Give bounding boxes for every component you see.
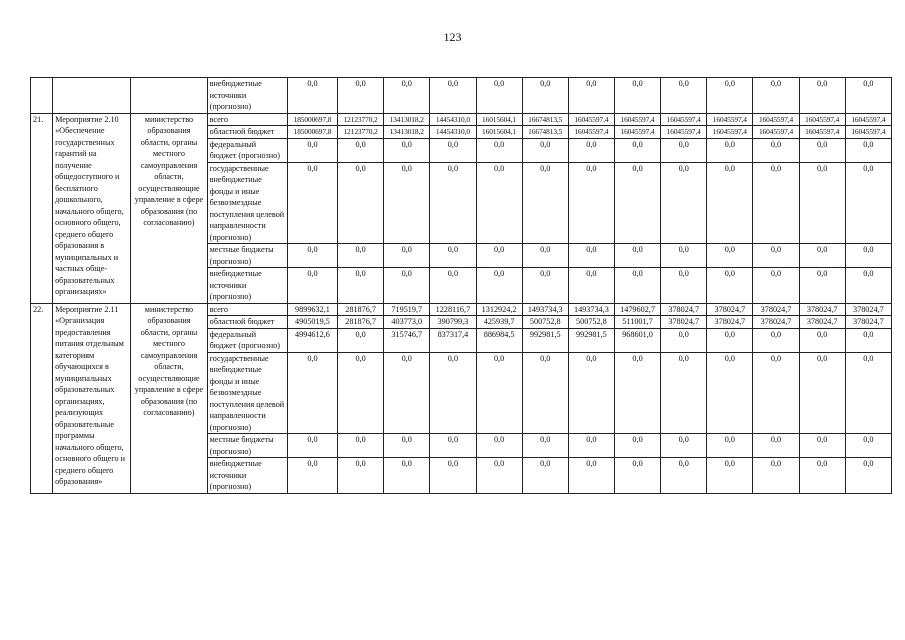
- value-cell: 0,0: [753, 162, 799, 244]
- value-cell: 281876,7: [338, 316, 384, 329]
- value-cell: 0,0: [430, 78, 476, 114]
- empty-cell: [53, 78, 131, 114]
- value-cell: 378024,7: [845, 316, 891, 329]
- value-cell: 0,0: [338, 434, 384, 458]
- value-cell: 0,0: [799, 328, 845, 352]
- value-cell: 1312924,2: [476, 303, 522, 316]
- value-cell: 0,0: [338, 244, 384, 268]
- value-cell: 378024,7: [707, 316, 753, 329]
- value-cell: 0,0: [799, 352, 845, 434]
- value-cell: 0,0: [614, 458, 660, 494]
- value-cell: 4994612,6: [287, 328, 337, 352]
- funding-source: местные бюджеты (прогнозно): [207, 434, 287, 458]
- value-cell: 0,0: [661, 434, 707, 458]
- value-cell: 1493734,3: [522, 303, 568, 316]
- value-cell: 16045597,4: [661, 126, 707, 139]
- value-cell: 0,0: [614, 162, 660, 244]
- value-cell: 0,0: [614, 352, 660, 434]
- funding-source: всего: [207, 113, 287, 126]
- value-cell: 0,0: [753, 138, 799, 162]
- value-cell: 0,0: [661, 458, 707, 494]
- value-cell: 16015604,1: [476, 126, 522, 139]
- budget-table: [30, 77, 892, 494]
- value-cell: 0,0: [430, 244, 476, 268]
- value-cell: 16045597,4: [845, 126, 891, 139]
- value-cell: 0,0: [338, 458, 384, 494]
- funding-source: государственные внебюджетные фонды и иные безвозмездные поступления целевой направленности (прогнозно): [207, 162, 287, 244]
- value-cell: 0,0: [287, 244, 337, 268]
- value-cell: 0,0: [845, 138, 891, 162]
- value-cell: 1493734,3: [568, 303, 614, 316]
- value-cell: 185000697,8: [287, 126, 337, 139]
- measure-name: Мероприятие 2.10 «Обеспечение государственных гарантий на получение общедоступного и бесплатного дошкольного, начального общего, основного общего, среднего общего образования в муниципальных и частных обще-образовательных организациях»: [53, 113, 131, 303]
- value-cell: 0,0: [707, 268, 753, 304]
- value-cell: 0,0: [522, 244, 568, 268]
- value-cell: 0,0: [707, 458, 753, 494]
- value-cell: 0,0: [707, 162, 753, 244]
- value-cell: 0,0: [287, 78, 337, 114]
- value-cell: 0,0: [384, 162, 430, 244]
- value-cell: 0,0: [338, 78, 384, 114]
- value-cell: 9899632,1: [287, 303, 337, 316]
- value-cell: 425939,7: [476, 316, 522, 329]
- value-cell: 0,0: [287, 352, 337, 434]
- value-cell: 0,0: [384, 78, 430, 114]
- funding-source: всего: [207, 303, 287, 316]
- value-cell: 0,0: [661, 328, 707, 352]
- value-cell: 0,0: [661, 162, 707, 244]
- value-cell: 0,0: [568, 244, 614, 268]
- value-cell: 511001,7: [614, 316, 660, 329]
- value-cell: 14454310,0: [430, 113, 476, 126]
- value-cell: 378024,7: [799, 316, 845, 329]
- value-cell: 12123770,2: [338, 113, 384, 126]
- value-cell: 0,0: [799, 268, 845, 304]
- value-cell: 0,0: [799, 78, 845, 114]
- value-cell: 0,0: [845, 162, 891, 244]
- value-cell: 0,0: [753, 78, 799, 114]
- value-cell: 500752,8: [568, 316, 614, 329]
- value-cell: 0,0: [799, 162, 845, 244]
- value-cell: 0,0: [384, 138, 430, 162]
- value-cell: 0,0: [430, 352, 476, 434]
- value-cell: 0,0: [476, 162, 522, 244]
- value-cell: 1228116,7: [430, 303, 476, 316]
- value-cell: 0,0: [845, 434, 891, 458]
- funding-source: местные бюджеты (прогнозно): [207, 244, 287, 268]
- value-cell: 13413018,2: [384, 113, 430, 126]
- value-cell: 378024,7: [661, 303, 707, 316]
- value-cell: 0,0: [568, 352, 614, 434]
- value-cell: 403773,0: [384, 316, 430, 329]
- value-cell: 16045597,4: [707, 126, 753, 139]
- value-cell: 0,0: [614, 78, 660, 114]
- value-cell: 0,0: [287, 138, 337, 162]
- value-cell: 16045597,4: [568, 126, 614, 139]
- value-cell: 4905019,5: [287, 316, 337, 329]
- value-cell: 0,0: [845, 78, 891, 114]
- value-cell: 378024,7: [845, 303, 891, 316]
- value-cell: 0,0: [753, 268, 799, 304]
- value-cell: 0,0: [568, 434, 614, 458]
- funding-source: государственные внебюджетные фонды и иные безвозмездные поступления целевой направленности (прогнозно): [207, 352, 287, 434]
- measure-number: 21.: [31, 113, 53, 303]
- value-cell: 0,0: [522, 138, 568, 162]
- value-cell: 0,0: [476, 352, 522, 434]
- value-cell: 0,0: [476, 138, 522, 162]
- value-cell: 378024,7: [661, 316, 707, 329]
- table-row: [31, 303, 892, 316]
- value-cell: 378024,7: [753, 316, 799, 329]
- value-cell: 992981,5: [568, 328, 614, 352]
- value-cell: 0,0: [338, 352, 384, 434]
- funding-source: внебюджетные источники (прогнозно): [207, 268, 287, 304]
- value-cell: 1479602,7: [614, 303, 660, 316]
- value-cell: 0,0: [476, 244, 522, 268]
- value-cell: 0,0: [384, 434, 430, 458]
- value-cell: 16045597,4: [614, 126, 660, 139]
- value-cell: 281876,7: [338, 303, 384, 316]
- funding-source: федеральный бюджет (прогнозно): [207, 328, 287, 352]
- value-cell: 0,0: [753, 434, 799, 458]
- value-cell: 16674813,5: [522, 113, 568, 126]
- value-cell: 0,0: [568, 458, 614, 494]
- value-cell: 0,0: [384, 244, 430, 268]
- value-cell: 0,0: [522, 78, 568, 114]
- value-cell: 16045597,4: [753, 113, 799, 126]
- value-cell: 390799,3: [430, 316, 476, 329]
- value-cell: 0,0: [799, 458, 845, 494]
- value-cell: 0,0: [287, 268, 337, 304]
- value-cell: 378024,7: [799, 303, 845, 316]
- value-cell: 0,0: [661, 138, 707, 162]
- value-cell: 0,0: [522, 162, 568, 244]
- value-cell: 0,0: [430, 138, 476, 162]
- value-cell: 0,0: [287, 434, 337, 458]
- value-cell: 378024,7: [707, 303, 753, 316]
- value-cell: 16045597,4: [753, 126, 799, 139]
- value-cell: 0,0: [522, 268, 568, 304]
- value-cell: 16045597,4: [845, 113, 891, 126]
- value-cell: 0,0: [430, 434, 476, 458]
- value-cell: 0,0: [799, 434, 845, 458]
- value-cell: 0,0: [661, 352, 707, 434]
- value-cell: 0,0: [430, 268, 476, 304]
- value-cell: 0,0: [430, 162, 476, 244]
- value-cell: 837317,4: [430, 328, 476, 352]
- value-cell: 0,0: [614, 244, 660, 268]
- value-cell: 0,0: [614, 268, 660, 304]
- value-cell: 0,0: [522, 434, 568, 458]
- value-cell: 0,0: [707, 138, 753, 162]
- value-cell: 378024,7: [753, 303, 799, 316]
- empty-cell: [31, 78, 53, 114]
- value-cell: 0,0: [338, 328, 384, 352]
- value-cell: 0,0: [845, 352, 891, 434]
- value-cell: 16045597,4: [799, 113, 845, 126]
- value-cell: 0,0: [384, 352, 430, 434]
- value-cell: 0,0: [568, 268, 614, 304]
- value-cell: 0,0: [287, 162, 337, 244]
- value-cell: 0,0: [476, 434, 522, 458]
- value-cell: 0,0: [753, 458, 799, 494]
- value-cell: 0,0: [614, 138, 660, 162]
- value-cell: 16045597,4: [799, 126, 845, 139]
- value-cell: 0,0: [753, 328, 799, 352]
- value-cell: 0,0: [799, 138, 845, 162]
- value-cell: 0,0: [845, 244, 891, 268]
- value-cell: 0,0: [338, 138, 384, 162]
- value-cell: 13413018,2: [384, 126, 430, 139]
- value-cell: 0,0: [661, 268, 707, 304]
- value-cell: 0,0: [707, 434, 753, 458]
- empty-cell: [131, 78, 207, 114]
- value-cell: 0,0: [568, 138, 614, 162]
- value-cell: 315746,7: [384, 328, 430, 352]
- value-cell: 0,0: [707, 352, 753, 434]
- value-cell: 0,0: [707, 244, 753, 268]
- value-cell: 16045597,4: [568, 113, 614, 126]
- value-cell: 0,0: [568, 162, 614, 244]
- measure-name: Мероприятие 2.11 «Организация предоставления питания отдельным категориям обучающихся в муниципальных образовательных организациях, реализующих образовательные программы начального общего, основного общего и среднего общего образования»: [53, 303, 131, 493]
- value-cell: 0,0: [661, 244, 707, 268]
- funding-source: внебюджетные источники (прогнозно): [207, 78, 287, 114]
- value-cell: 0,0: [707, 328, 753, 352]
- value-cell: 0,0: [338, 162, 384, 244]
- page-number: 123: [443, 30, 462, 44]
- funding-source: областной бюджет: [207, 126, 287, 139]
- value-cell: 0,0: [845, 268, 891, 304]
- value-cell: 0,0: [287, 458, 337, 494]
- measure-executor: министерство образования области, органы местного самоуправления области, осуществляющие управление в сфере образования (по согласованию): [131, 303, 207, 493]
- value-cell: 992981,5: [522, 328, 568, 352]
- value-cell: 0,0: [338, 268, 384, 304]
- table-row: [31, 113, 892, 126]
- value-cell: 886984,5: [476, 328, 522, 352]
- value-cell: 185000697,8: [287, 113, 337, 126]
- measure-executor: министерство образования области, органы местного самоуправления области, осуществляющие управление в сфере образования (по согласованию): [131, 113, 207, 303]
- value-cell: 719519,7: [384, 303, 430, 316]
- value-cell: 0,0: [707, 78, 753, 114]
- value-cell: 0,0: [661, 78, 707, 114]
- funding-source: областной бюджет: [207, 316, 287, 329]
- value-cell: 0,0: [799, 244, 845, 268]
- value-cell: 12123770,2: [338, 126, 384, 139]
- value-cell: 0,0: [753, 244, 799, 268]
- value-cell: 0,0: [476, 78, 522, 114]
- value-cell: 0,0: [522, 352, 568, 434]
- value-cell: 968601,0: [614, 328, 660, 352]
- value-cell: 16674813,5: [522, 126, 568, 139]
- value-cell: 0,0: [384, 458, 430, 494]
- funding-source: федеральный бюджет (прогнозно): [207, 138, 287, 162]
- value-cell: 16045597,4: [614, 113, 660, 126]
- value-cell: 0,0: [384, 268, 430, 304]
- measure-number: 22.: [31, 303, 53, 493]
- value-cell: 0,0: [476, 458, 522, 494]
- value-cell: 16045597,4: [661, 113, 707, 126]
- value-cell: 0,0: [845, 458, 891, 494]
- value-cell: 0,0: [522, 458, 568, 494]
- value-cell: 0,0: [430, 458, 476, 494]
- value-cell: 0,0: [614, 434, 660, 458]
- value-cell: 16045597,4: [707, 113, 753, 126]
- value-cell: 0,0: [568, 78, 614, 114]
- value-cell: 500752,8: [522, 316, 568, 329]
- funding-source: внебюджетные источники (прогнозно): [207, 458, 287, 494]
- value-cell: 0,0: [753, 352, 799, 434]
- table-row: [31, 78, 892, 114]
- value-cell: 14454310,0: [430, 126, 476, 139]
- value-cell: 0,0: [845, 328, 891, 352]
- value-cell: 16015604,1: [476, 113, 522, 126]
- value-cell: 0,0: [476, 268, 522, 304]
